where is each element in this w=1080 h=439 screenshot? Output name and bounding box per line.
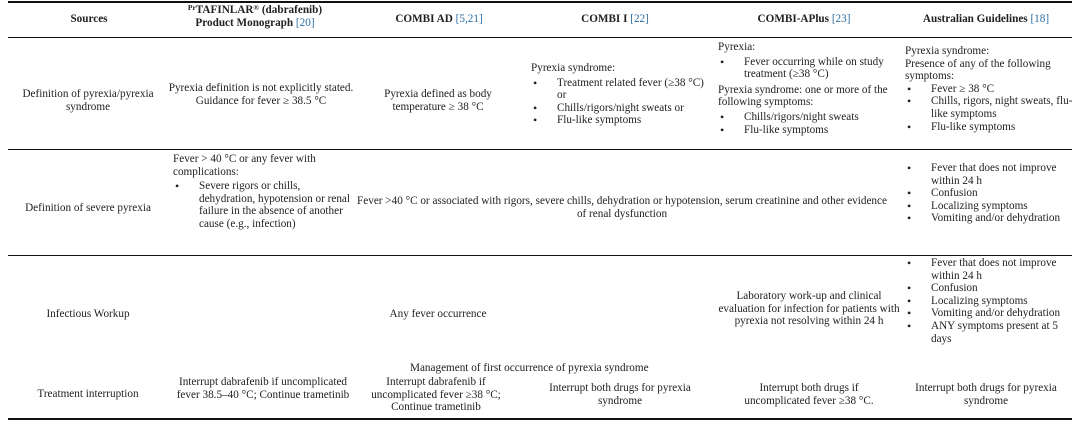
row-definition-combi-i <box>531 62 711 127</box>
list-item: • Treatment related fever (≥38 °C) or <box>531 77 711 102</box>
header-tafinlar-line2: Product Monograph <box>195 16 296 29</box>
row-definition-australian <box>905 45 1075 133</box>
definition-aus-title: Pyrexia syndrome: <box>905 45 990 57</box>
bottom-rule <box>8 418 1072 420</box>
header-australian <box>900 13 1072 26</box>
row-severe-australian <box>905 162 1075 225</box>
row-definition-label: Definition of pyrexia/pyrexia syndrome <box>22 88 154 113</box>
header-combi-ad-ref-close: ] <box>478 13 483 25</box>
header-combi-i-ref[interactable]: [22] <box>630 13 649 25</box>
header-combi-aplus-text: COMBI-APlus <box>757 13 832 25</box>
header-combi-i <box>525 13 705 26</box>
list-item: • Localizing symptoms <box>905 295 1075 308</box>
header-tafinlar-name: TAFINLAR <box>195 4 254 16</box>
header-combi-i-text: COMBI I <box>581 13 631 25</box>
list-item: • Severe rigors or chills, dehydration, hypotension or renal failure in the absence of another cause (e.g., infection) <box>173 180 351 230</box>
row-treatment-tafinlar: Interrupt dabrafenib if uncomplicated fever 38.5–40 °C; Continue trametinib <box>176 376 350 401</box>
header-rule <box>8 37 1072 38</box>
header-combi-aplus-ref[interactable]: [23] <box>831 13 851 25</box>
list-item: • Confusion <box>905 282 1075 295</box>
list-item: • Fever that does not improve within 24 h <box>905 162 1075 187</box>
list-item: • Vomiting and/or dehydration <box>905 307 1075 320</box>
list-item: • Chills/rigors/night sweats <box>718 111 898 124</box>
header-tafinlar-reg: ® <box>253 3 260 12</box>
row-treatment-combi-i: Interrupt both drugs for pyrexia syndrome <box>549 382 691 407</box>
row-rule-1 <box>8 149 1072 150</box>
header-tafinlar <box>160 4 350 29</box>
list-item: • Flu-like symptoms <box>905 121 1075 134</box>
list-item: • ANY symptoms present at 5 days <box>905 320 1075 345</box>
definition-tafinlar-line1: Pyrexia definition is not explicitly stated. <box>168 82 354 94</box>
header-combi-ad-ref-open: [ <box>455 13 460 25</box>
definition-aplus-title2: Pyrexia syndrome: one or more of the following symptoms: <box>718 83 888 109</box>
severe-tafinlar-title: Fever > 40 °C or any fever with complications: <box>173 153 316 178</box>
list-item: • Chills/rigors/night sweats or <box>531 102 711 115</box>
header-sources: Sources <box>70 13 108 25</box>
header-tafinlar-drug: (dabrafenib) <box>259 4 323 16</box>
list-item: • Flu-like symptoms <box>531 114 711 127</box>
row-treatment-combi-ad: Interrupt dabrafenib if uncomplicated fever ≥38 °C; Continue trametinib <box>371 376 501 414</box>
row-infectious-span: Any fever occurrence <box>389 308 487 320</box>
row-treatment-australian: Interrupt both drugs for pyrexia syndrome <box>915 382 1057 407</box>
header-tafinlar-sup: Pr <box>187 3 196 12</box>
list-item: • Localizing symptoms <box>905 200 1075 213</box>
definition-aplus-title: Pyrexia: <box>718 41 756 53</box>
header-combi-ad-ref-sep: , <box>464 13 468 25</box>
list-item: • Vomiting and/or dehydration <box>905 212 1075 225</box>
definition-tafinlar-line2: Guidance for fever ≥ 38.5 °C <box>195 94 327 107</box>
row-infectious-combi-aplus: Laboratory work-up and clinical evaluation for infection for patients with pyrexia not resolving within 24 h <box>718 290 900 328</box>
row-severe-tafinlar <box>173 153 351 231</box>
header-tafinlar-ref[interactable]: [20] <box>295 16 315 29</box>
header-combi-aplus <box>714 13 894 26</box>
row-rule-2 <box>8 255 1072 256</box>
list-item: • Chills, rigors, night sweats, flu-like symptoms <box>905 95 1075 120</box>
row-definition-combi-aplus <box>718 41 898 136</box>
row-treatment-combi-aplus: Interrupt both drugs if uncomplicated fever ≥38 °C. <box>744 382 874 407</box>
row-treatment-label: Treatment interruption <box>37 388 139 400</box>
row-severe-label: Definition of severe pyrexia <box>25 202 151 214</box>
definition-aus-title2: Presence of any of the following symptoms: <box>905 57 1051 83</box>
header-australian-text: Australian Guidelines <box>922 13 1031 25</box>
definition-combi-i-title: Pyrexia syndrome: <box>531 62 616 74</box>
header-combi-ad-ref-b[interactable]: 21 <box>467 13 479 25</box>
list-item: • Fever that does not improve within 24 h <box>905 257 1075 282</box>
row-definition-tafinlar <box>168 82 354 107</box>
header-australian-ref[interactable]: [18] <box>1030 13 1050 25</box>
header-combi-ad <box>358 13 520 26</box>
management-heading: Management of first occurrence of pyrexia syndrome <box>410 362 649 374</box>
list-item: • Confusion <box>905 187 1075 200</box>
header-combi-ad-text: COMBI AD <box>395 13 456 25</box>
top-rule <box>8 1 1072 3</box>
row-severe-span: Fever >40 °C or associated with rigors, severe chills, dehydration or hypotension, serum creatinine and other evidence of renal dysfunction <box>357 195 887 220</box>
list-item: • Fever occurring while on study treatment (≥38 °C) <box>718 56 898 81</box>
header-combi-ad-ref-a[interactable]: 5 <box>459 13 465 25</box>
list-item: • Flu-like symptoms <box>718 124 898 137</box>
list-item: • Fever ≥ 38 °C <box>905 83 1075 96</box>
row-definition-combi-ad: Pyrexia defined as body temperature ≥ 38 °C <box>384 88 492 113</box>
row-infectious-label: Infectious Workup <box>46 308 130 320</box>
row-infectious-australian <box>905 257 1075 345</box>
